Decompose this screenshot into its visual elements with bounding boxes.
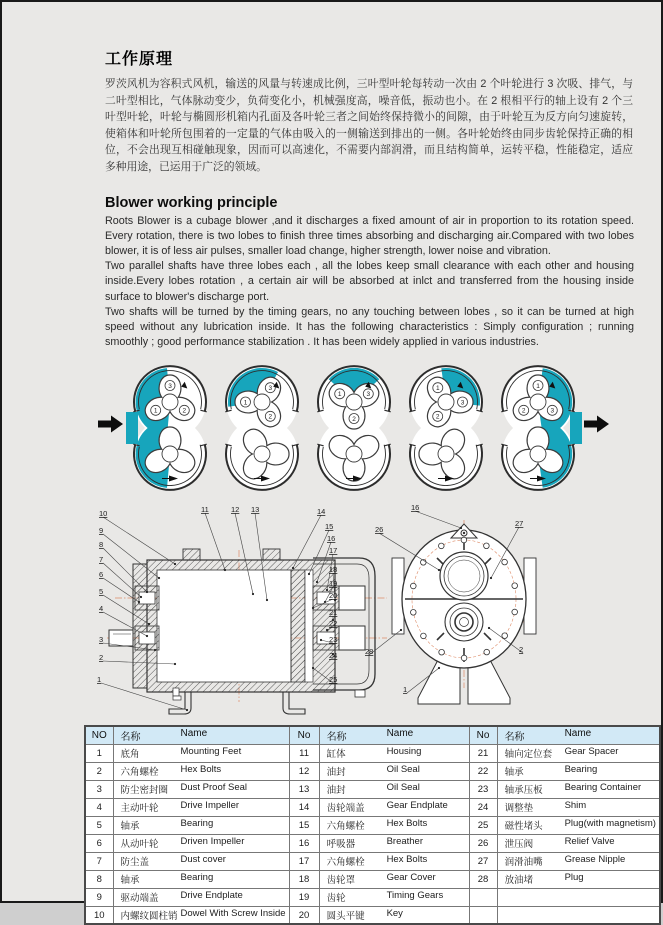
cross-section-callout-2: 2 [99, 653, 104, 663]
part-name [497, 888, 660, 906]
part-name [497, 906, 660, 924]
lobe-number: 1 [153, 407, 158, 415]
part-name-cn: 圆头平键 [326, 911, 365, 923]
part-name-cn: 主动叶轮 [120, 803, 159, 815]
part-no: 2 [85, 762, 113, 780]
part-no: 21 [469, 744, 497, 762]
lobe-number: 1 [536, 383, 540, 391]
part-name [113, 780, 289, 798]
cross-section-callout-11: 11 [201, 505, 209, 515]
part-name [319, 834, 469, 852]
part-name-en: Breather [386, 836, 423, 848]
end-view-callout-2: 2 [519, 645, 524, 655]
parts-table-row [85, 888, 660, 906]
part-name-en: Drive Impeller [180, 800, 240, 812]
part-name-cn: 齿轮 [326, 893, 346, 905]
part-name-cn: 油封 [326, 767, 346, 779]
part-name-cn: 内螺纹圆柱销 [120, 911, 178, 923]
part-name [319, 816, 469, 834]
part-name-en: Hex Bolts [386, 818, 428, 830]
cross-section-callout-14: 14 [317, 507, 326, 517]
header-no: No [289, 726, 319, 744]
lobe-number: 2 [268, 413, 273, 421]
cross-section-callout-6: 6 [99, 570, 104, 580]
part-name-en: Dust Proof Seal [180, 782, 248, 794]
part-no: 23 [469, 780, 497, 798]
part-name-en: Key [386, 908, 403, 920]
part-name [113, 744, 289, 762]
cross-section-callout-8: 8 [99, 540, 104, 550]
part-name-en: Mounting Feet [180, 746, 242, 758]
cross-section-callout-24: 24 [329, 651, 338, 661]
part-name-cn: 泄压阀 [504, 839, 534, 851]
part-no: 8 [85, 870, 113, 888]
part-name-cn: 六角螺栓 [326, 857, 365, 869]
lobe-number: 1 [435, 385, 440, 393]
part-no: 4 [85, 798, 113, 816]
cross-section-callout-19: 19 [329, 579, 338, 589]
parts-table-row [85, 744, 660, 762]
parts-table-row [85, 762, 660, 780]
inlet-arrow-icon [98, 414, 124, 434]
lobe-stage-2 [216, 360, 308, 502]
part-name [113, 888, 289, 906]
part-name [497, 870, 660, 888]
part-name-en: Shim [564, 800, 587, 812]
lobe-number: 3 [550, 407, 555, 415]
part-name-cn: 轴承压板 [504, 785, 543, 797]
part-name-en: Bearing Container [564, 782, 642, 794]
part-name-cn: 六角螺栓 [120, 767, 159, 779]
part-name-en: Bearing [180, 818, 214, 830]
end-view-callout-16: 16 [411, 503, 420, 513]
part-name [113, 834, 289, 852]
part-name-en: Oil Seal [386, 764, 420, 776]
part-no: 19 [289, 888, 319, 906]
lobe-stage-4 [400, 360, 492, 502]
part-no: 15 [289, 816, 319, 834]
part-name [497, 762, 660, 780]
part-name-en: Driven Impeller [180, 836, 245, 848]
part-name-cn: 轴承 [120, 821, 140, 833]
part-name [497, 798, 660, 816]
part-name-en: Housing [386, 746, 422, 758]
part-name-cn: 磁性堵头 [504, 821, 543, 833]
lobe-number: 2 [182, 407, 187, 415]
part-name [113, 762, 289, 780]
part-name-cn: 缸体 [326, 749, 346, 761]
part-name-en: Hex Bolts [180, 764, 222, 776]
part-no [469, 906, 497, 924]
part-name [319, 888, 469, 906]
part-name-en: Plug [564, 872, 584, 884]
lobe-number: 3 [460, 399, 465, 407]
part-no: 26 [469, 834, 497, 852]
part-no: 20 [289, 906, 319, 924]
part-name [497, 816, 660, 834]
cross-section-callout-15: 15 [325, 522, 334, 532]
parts-table-row [85, 834, 660, 852]
lobe-number: 1 [243, 399, 248, 407]
english-paragraph-2: Two parallel shafts have three lobes each , all the lobes keep small clearance with each other and housing inside.Every lobes rotation , a certain air will be absorbed at inlct and transferred from the housing inside surface to blower's discharge port. [105, 260, 634, 303]
header-name: 名称 Name [113, 726, 289, 744]
part-name [319, 852, 469, 870]
parts-table-row [85, 906, 660, 924]
part-name-en: Bearing [564, 764, 598, 776]
lobe-number: 3 [366, 391, 371, 399]
parts-table-row [85, 798, 660, 816]
part-name-en: Hex Bolts [386, 854, 428, 866]
section-drawings-svg [87, 502, 619, 718]
cross-section-callout-10: 10 [99, 509, 108, 519]
part-name-cn: 齿轮罩 [326, 875, 356, 887]
cross-section-callout-12: 12 [231, 505, 240, 515]
lobe-number: 1 [337, 391, 342, 399]
outlet-arrow-icon [584, 414, 610, 434]
lobe-rotation-diagram [98, 360, 661, 502]
part-name [319, 744, 469, 762]
part-name-cn: 齿轮端盖 [326, 803, 365, 815]
part-name [319, 780, 469, 798]
part-name-cn: 油封 [326, 785, 346, 797]
english-paragraph-1: Roots Blower is a cubage blower ,and it discharges a fixed amount of air in proportion to its rotation speed. Every rotation, there is two lobes to finish three times absorbing and discharging air.Compared with two lobes blower, it is of less air pulses, smaller load change, higher strength, lower noise and vibration. [105, 214, 634, 257]
part-name-cn: 呼吸器 [326, 839, 356, 851]
cross-section-callout-17: 17 [329, 546, 338, 556]
part-name [113, 852, 289, 870]
part-name [319, 762, 469, 780]
part-name-en: Gear Endplate [386, 800, 448, 812]
cross-section-callout-1: 1 [97, 675, 102, 685]
parts-table-row [85, 816, 660, 834]
lobe-stages [124, 360, 584, 502]
part-name [497, 834, 660, 852]
lobe-number: 3 [168, 383, 172, 391]
cross-section-callout-21: 21 [329, 608, 338, 618]
part-no [469, 888, 497, 906]
part-no: 16 [289, 834, 319, 852]
part-no: 12 [289, 762, 319, 780]
part-no: 7 [85, 852, 113, 870]
part-name-en: Bearing [180, 872, 214, 884]
part-name-cn: 轴承 [120, 875, 140, 887]
lobe-stage-3 [308, 360, 400, 502]
parts-table-row [85, 780, 660, 798]
part-no: 22 [469, 762, 497, 780]
part-name-en: Plug(with magnetism) [564, 818, 656, 830]
lobe-number: 2 [521, 407, 526, 415]
part-name-cn: 驱动端盖 [120, 893, 159, 905]
part-name-en: Dust cover [180, 854, 226, 866]
part-no: 27 [469, 852, 497, 870]
lobe-number: 2 [435, 413, 440, 421]
part-no: 1 [85, 744, 113, 762]
cross-section-callout-25: 25 [329, 675, 338, 685]
part-no: 11 [289, 744, 319, 762]
part-no: 18 [289, 870, 319, 888]
part-name-cn: 放油堵 [504, 875, 534, 887]
part-name-cn: 从动叶轮 [120, 839, 159, 851]
part-name-en: Drive Endplate [180, 890, 243, 902]
blower-cross-section-drawing [107, 549, 387, 714]
parts-table-header-row [85, 726, 660, 744]
part-no: 3 [85, 780, 113, 798]
part-name-en: Relief Valve [564, 836, 615, 848]
cross-section-callout-16: 16 [327, 534, 336, 544]
part-no: 13 [289, 780, 319, 798]
part-name-cn: 底角 [120, 749, 140, 761]
cross-section-callout-22: 22 [329, 619, 338, 629]
blower-end-view-drawing [392, 520, 536, 704]
part-name [319, 798, 469, 816]
part-name-cn: 润滑油嘴 [504, 857, 543, 869]
end-view-callout-1: 1 [403, 685, 408, 695]
part-no: 14 [289, 798, 319, 816]
header-name: 名称 Name [319, 726, 469, 744]
part-name [319, 870, 469, 888]
part-name [113, 816, 289, 834]
header-no: NO [85, 726, 113, 744]
part-name-cn: 六角螺栓 [326, 821, 365, 833]
part-no: 6 [85, 834, 113, 852]
cross-section-callout-9: 9 [99, 526, 104, 536]
part-no: 25 [469, 816, 497, 834]
part-name-en: Grease Nipple [564, 854, 626, 866]
part-name [113, 870, 289, 888]
cross-section-callout-3: 3 [99, 635, 104, 645]
lobe-number: 2 [352, 416, 356, 424]
lobe-number: 3 [268, 385, 273, 393]
part-name-cn: 防尘盖 [120, 857, 150, 869]
part-no: 24 [469, 798, 497, 816]
part-no: 5 [85, 816, 113, 834]
part-name [113, 906, 289, 924]
lobe-stage-5 [492, 360, 584, 502]
chinese-section-body: 罗茨风机为容积式风机，输送的风量与转速成比例，三叶型叶轮每转动一次由 2 个叶轮进行 3 次吸、排气，与二叶型相比，气体脉动变少，负荷变化小，机械强度高，噪音低，振动也小。在 2 根相平行的轴上设有 2 个三叶型叶轮，叶轮与椭圆形机箱内孔面及各叶轮三者之间始终保持微小的间隙，由于叶轮互为反方向匀速旋转，使箱体和叶轮所包围着的一定量的气体由吸入的一侧输送到排出的一侧。各叶轮始终由同步齿轮保持正确的相位，不会出现互相碰触现象，因而可以高速化，不需要内部润滑，而且结构简单，运转平稳，性能稳定，适应多种用途，已运用于广泛的领域。 [105, 78, 633, 173]
parts-table-row [85, 870, 660, 888]
cross-section-callout-18: 18 [329, 565, 338, 575]
part-no: 17 [289, 852, 319, 870]
end-view-callout-26: 26 [375, 525, 384, 535]
part-name-cn: 轴向定位套 [504, 749, 553, 761]
part-name-en: Gear Spacer [564, 746, 619, 758]
part-name-en: Timing Gears [386, 890, 444, 902]
part-name [319, 906, 469, 924]
part-name [113, 798, 289, 816]
cross-section-callout-20: 20 [329, 591, 338, 601]
part-name [497, 744, 660, 762]
part-name-en: Oil Seal [386, 782, 420, 794]
part-name-cn: 调整垫 [504, 803, 534, 815]
part-name-en: Gear Cover [386, 872, 436, 884]
part-name-en: Dowel With Screw Inside [180, 908, 286, 920]
end-view-callout-27: 27 [515, 519, 524, 529]
cross-section-callout-7: 7 [99, 555, 104, 565]
lobe-stage-1 [124, 360, 216, 502]
english-paragraph-3: Two shafts will be turned by the timing gears, no any touching between lobes , so it can be turned at high speed without any lubrication inside. It has the following characteristics : Simply configuration ; running smoothly ; good performance stabilization . It has been widely applied in various industries. [105, 305, 634, 349]
cross-section-callout-23: 23 [329, 635, 338, 645]
header-no: No [469, 726, 497, 744]
english-section-title: Blower working principle [105, 194, 278, 211]
header-name: 名称 Name [497, 726, 660, 744]
part-no: 28 [469, 870, 497, 888]
part-no: 10 [85, 906, 113, 924]
cross-section-callout-4: 4 [99, 604, 104, 614]
end-view-callout-28: 28 [365, 647, 374, 657]
parts-table-row [85, 852, 660, 870]
chinese-section-title: 工作原理 [105, 51, 174, 68]
part-name [497, 852, 660, 870]
parts-table [84, 725, 661, 925]
part-name-cn: 轴承 [504, 767, 524, 779]
part-name-cn: 防尘密封圈 [120, 785, 169, 797]
part-no: 9 [85, 888, 113, 906]
part-name [497, 780, 660, 798]
cross-section-callout-5: 5 [99, 587, 104, 597]
technical-drawings [87, 502, 661, 723]
cross-section-callout-13: 13 [251, 505, 260, 515]
